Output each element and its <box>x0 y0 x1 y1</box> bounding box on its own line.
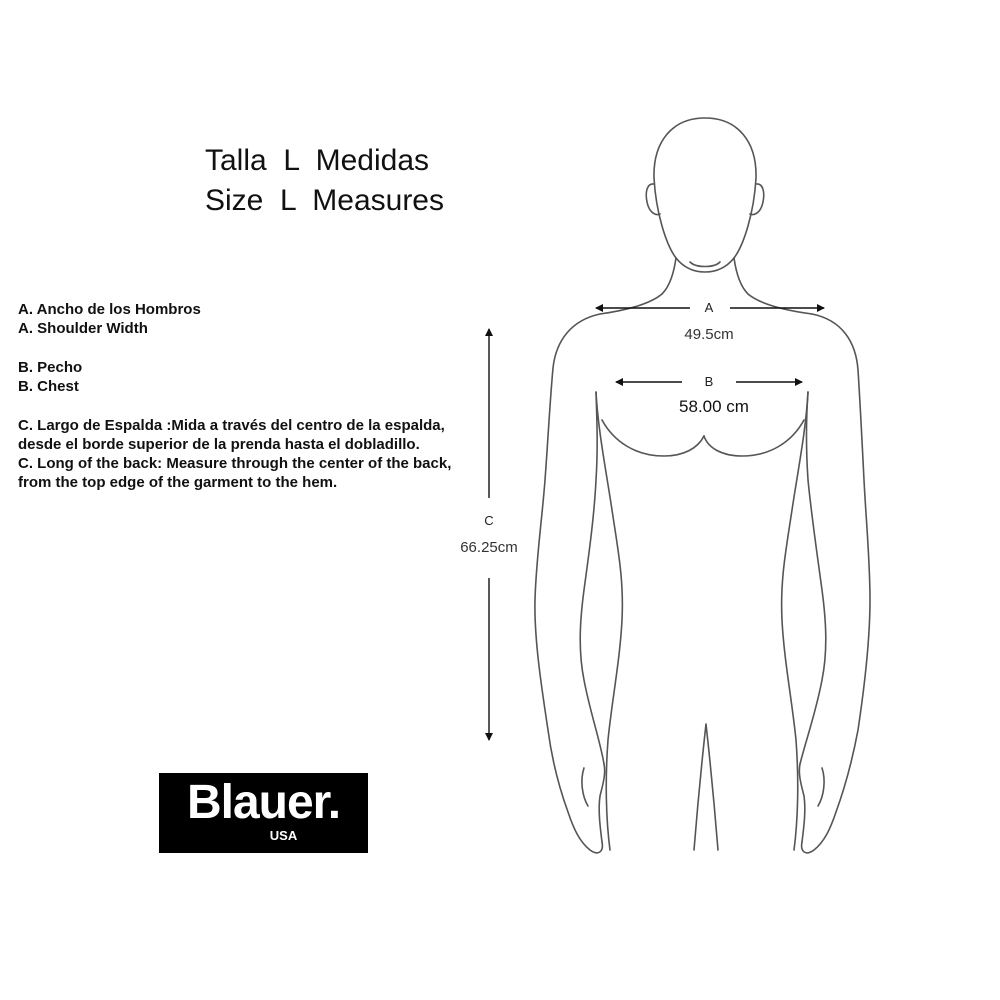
legend-b-spanish: B. Pecho <box>18 359 83 376</box>
logo-sub: USA <box>269 828 298 843</box>
body-outline <box>535 118 870 853</box>
legend-a-english: A. Shoulder Width <box>18 320 148 337</box>
blauer-logo <box>159 773 368 853</box>
left-pectoral-outline <box>602 420 704 456</box>
left-thumb-outline <box>582 768 588 806</box>
legend-a-spanish: A. Ancho de los Hombros <box>18 301 201 318</box>
head-outline <box>654 118 756 272</box>
title-spanish: Talla L Medidas <box>205 144 430 177</box>
right-thumb-outline <box>818 768 824 806</box>
left-arm-inner-outline <box>580 392 604 764</box>
right-hand-outline <box>799 764 804 842</box>
legend-c-spanish-line1: C. Largo de Espalda :Mida a través del centro de la espalda, <box>18 417 445 434</box>
chin-outline <box>690 262 720 267</box>
right-arm-inner-outline <box>800 392 826 764</box>
legend-b-english: B. Chest <box>18 378 79 395</box>
right-pectoral-outline <box>704 420 804 456</box>
legend-c-spanish-line2: desde el borde superior de la prenda hasta el dobladillo. <box>18 436 420 453</box>
dimension-b-letter: B <box>704 374 714 389</box>
torso-left-outline <box>596 392 622 850</box>
dimension-a-letter: A <box>704 300 714 315</box>
crotch-outline <box>694 724 718 850</box>
neck-left-outline <box>600 258 676 314</box>
legend-c-english-line1: C. Long of the back: Measure through the center of the back, <box>18 455 452 472</box>
legend-c-english-line2: from the top edge of the garment to the hem. <box>18 474 338 491</box>
right-arm-outer-outline <box>802 314 870 853</box>
logo-wordmark: Blauer. <box>186 776 341 829</box>
left-arm-outer-outline <box>535 314 602 853</box>
neck-right-outline <box>734 258 812 314</box>
dimension-c-value: 66.25cm <box>460 539 518 556</box>
dimension-a-value: 49.5cm <box>684 326 734 343</box>
left-hand-outline <box>599 764 604 842</box>
torso-right-outline <box>782 392 808 850</box>
dimension-b-value: 58.00 cm <box>679 397 749 416</box>
title-english: Size L Measures <box>205 184 444 217</box>
dimension-c-letter: C <box>484 513 494 528</box>
